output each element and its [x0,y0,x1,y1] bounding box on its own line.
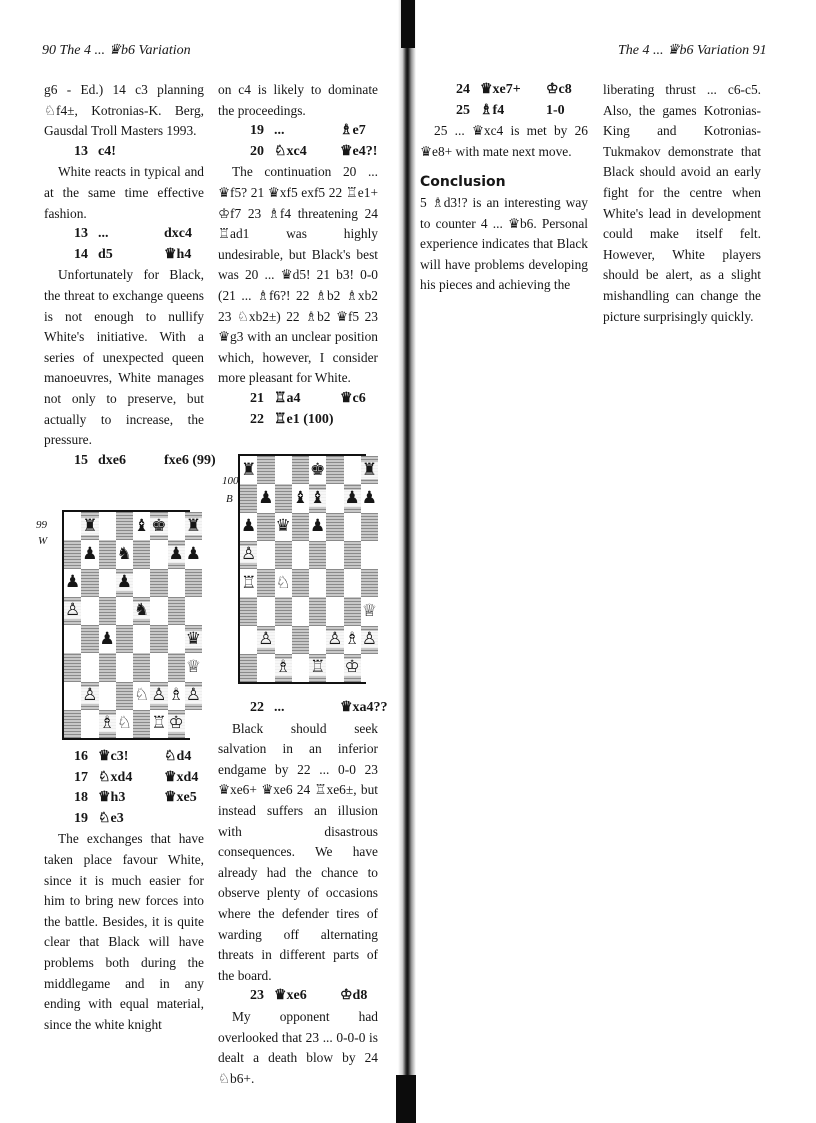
black-move: ♛xe5 [164,790,197,806]
chess-piece-icon: ♔ [344,657,360,678]
board-square [81,653,98,681]
board-square [309,597,326,625]
chess-piece-icon: ♙ [361,629,377,650]
board-square [185,597,202,625]
board-square [116,682,133,710]
board-square [344,654,361,682]
board-square [64,625,81,653]
move-number: 17 [74,769,88,785]
move-line [218,698,388,719]
right-column-1 [420,80,588,296]
board-square [361,484,378,512]
chess-piece-icon: ♝ [292,487,308,508]
white-move: d5 [98,246,113,262]
paragraph: 5 ♗d3!? is an interesting way to counter 4 ... ♛b6. Personal experience indicates that Black will have problems developing his pieces and achieving the [420,194,588,293]
board-square [275,569,292,597]
move-number: 14 [74,246,88,262]
board-square [64,540,81,568]
board-square [292,541,309,569]
board-square [275,626,292,654]
paragraph: The continuation 20 ... ♛f5? 21 ♛xf5 exf5 22 ♖e1+ ♔f7 23 ♗f4 threatening 24 ♖ad1 was highly undesirable, but Black's best was 20 ... ♛d5! 21 b3! 0-0 (21 ... ♗f6?! 22 ♗b2 ♗xb2 23 ♘xb2±) 22 ♗b2 ♛f5 23 ♛g3 with an unclear position which, however, I consider more pleasant for White. [218,164,378,386]
white-move: ♘e3 [98,810,124,826]
board-square [168,597,185,625]
board-square [326,541,343,569]
white-move: ♛xe6 [274,988,307,1004]
move-number: 22 [250,411,264,427]
board-square [133,540,150,568]
board-square [275,456,292,484]
move-line [218,389,378,410]
move-line [44,768,204,789]
chess-piece-icon: ♙ [151,685,167,706]
paragraph: on c4 is likely to dominate the proceedings. [218,82,378,118]
white-move: ♖e1 (100) [274,411,334,427]
board-square [150,625,167,653]
white-move: ♗f4 [480,102,505,118]
board-square [133,682,150,710]
board-square [99,540,116,568]
move-line [218,410,378,431]
board-square [309,484,326,512]
board-square [309,541,326,569]
board-square [168,512,185,540]
chess-piece-icon: ♖ [241,572,257,593]
white-move: ♛h3 [98,790,126,806]
book-spine [398,0,416,1123]
chess-piece-icon: ♙ [327,629,343,650]
board-square [116,597,133,625]
diagram-side-to-move: W [38,535,48,547]
left-column-1-bottom [44,747,204,1035]
black-move: dxc4 [164,226,192,242]
black-move: ♛xd4 [164,769,199,785]
board-square [292,569,309,597]
book-spine-shadow-bottom [396,1075,416,1123]
chess-piece-icon: ♗ [168,685,184,706]
board-square [361,597,378,625]
chess-piece-icon: ♜ [185,515,201,536]
diagram-number: 99 [36,519,47,531]
chess-piece-icon: ♙ [82,685,98,706]
board-square [81,597,98,625]
chess-piece-icon: ♙ [65,600,81,621]
board-square [292,484,309,512]
move-line [44,451,216,472]
white-move: ... [274,123,285,139]
board-square [361,654,378,682]
move-line [44,809,204,830]
chess-piece-icon: ♕ [361,600,377,621]
move-number: 19 [250,123,264,139]
move-number: 16 [74,749,88,764]
board-square [309,513,326,541]
chess-piece-icon: ♜ [361,459,377,480]
chess-piece-icon: ♝ [310,487,326,508]
right-running-header: The 4 ... ♛b6 Variation 91 [618,43,767,58]
move-number: 22 [250,700,264,715]
board-square [275,654,292,682]
board-square [168,540,185,568]
chess-piece-icon: ♘ [275,572,291,593]
board-square [133,710,150,738]
chess-piece-icon: ♙ [258,629,274,650]
board-square [64,512,81,540]
black-move: 1-0 [546,102,565,118]
board-square [344,597,361,625]
move-number: 15 [74,452,88,468]
chess-piece-icon: ♖ [310,657,326,678]
board-square [150,653,167,681]
chess-piece-icon: ♞ [134,600,150,621]
board-square [150,710,167,738]
board-square [116,653,133,681]
chess-piece-icon: ♘ [134,685,150,706]
chess-piece-icon: ♛ [275,516,291,537]
board-square [257,597,274,625]
paragraph: Black should seek salvation in an inferior endgame by 22 ... 0-0 23 ♛xe6+ ♛xe6 24 ♖xe6±, but instead suffers an illusion with disastrous consequences. We have already had the chance to observe plenty of occasions where the defender tires of warding off alternating threats in different parts of the board. [218,720,378,983]
move-number: 25 [456,102,470,118]
move-line [44,788,204,809]
board-square [99,625,116,653]
move-number: 13 [74,143,88,159]
board-square [257,456,274,484]
board-square [133,597,150,625]
paragraph: 25 ... ♛xc4 is met by 26 ♛e8+ with mate next move. [420,123,588,159]
board-square [81,710,98,738]
black-move: ♛h4 [164,246,192,262]
left-column-2-bottom [218,698,388,1089]
board-square [361,456,378,484]
move-number: 13 [74,226,88,242]
board-square [64,653,81,681]
chess-piece-icon: ♗ [99,713,115,734]
board-square [326,484,343,512]
board-square [344,513,361,541]
board-square [168,625,185,653]
section-heading: Conclusion [420,174,506,191]
chess-piece-icon: ♚ [151,515,167,536]
board-square [185,710,202,738]
paragraph: g6 - Ed.) 14 c3 planning ♘f4±, Kotronias-K. Berg, Gausdal Troll Masters 1993. [44,82,204,139]
board-square [275,541,292,569]
white-move: ♘xd4 [98,769,133,785]
board-square [292,513,309,541]
black-move: ♔c8 [546,82,572,97]
board-square [326,569,343,597]
paragraph: liberating thrust ... c6-c5. Also, the games Kotronias-King and Kotronias-Tukmakov demonstrate that Black should avoid an early fight for the centre when White's lead in development could make itself felt. However, White players should be alert, as a slight mishandling can change the picture surprisingly quickly. [603,82,761,324]
move-line [44,245,204,266]
board-square [64,569,81,597]
board-square [344,541,361,569]
board-square [240,513,257,541]
board-square [344,626,361,654]
move-number: 20 [250,143,264,159]
board-square [361,513,378,541]
move-number: 19 [74,810,88,826]
move-line [420,101,588,122]
board-square [361,541,378,569]
board-square [99,682,116,710]
board-square [292,597,309,625]
board-square [81,625,98,653]
board-square [326,513,343,541]
board-square [240,541,257,569]
board-square [326,626,343,654]
board-square [133,625,150,653]
white-move: c4! [98,143,116,159]
board-square [240,569,257,597]
board-square [116,512,133,540]
board-square [150,540,167,568]
board-square [240,456,257,484]
board-square [275,513,292,541]
chess-piece-icon: ♟ [310,516,326,537]
board-square [150,682,167,710]
chess-piece-icon: ♕ [185,656,201,677]
chess-piece-icon: ♟ [361,487,377,508]
white-move: ... [274,700,285,715]
board-square [344,456,361,484]
board-square [275,484,292,512]
board-square [150,569,167,597]
left-column-2-top [218,80,378,430]
black-move: fxe6 (99) [164,452,216,468]
board-square [116,710,133,738]
board-square [361,626,378,654]
board-square [326,597,343,625]
move-number: 21 [250,390,264,406]
chess-piece-icon: ♚ [310,459,326,480]
board-square [240,597,257,625]
chess-piece-icon: ♟ [65,572,81,593]
board-square [257,626,274,654]
paragraph: The exchanges that have taken place favour White, since it is much easier for him to bring new forces into the battle. Besides, it is quite clear that Black will have problems both during the middlegame and in any ending with equal material, since the white knight [44,831,204,1032]
board-square [168,569,185,597]
board-square [81,512,98,540]
board-square [185,682,202,710]
chess-piece-icon: ♟ [344,487,360,508]
black-move: ♛xa4?? [340,700,388,715]
chess-piece-icon: ♜ [241,459,257,480]
chess-piece-icon: ♙ [185,685,201,706]
board-square [257,654,274,682]
board-square [344,569,361,597]
board-square [150,597,167,625]
move-line [44,747,204,768]
chess-piece-icon: ♟ [116,572,132,593]
white-move: ♛xe7+ [480,82,521,97]
left-column-1-top [44,80,216,471]
chess-piece-icon: ♟ [241,516,257,537]
diagram-side-to-move: B [226,493,233,505]
board-square [309,654,326,682]
board-square [64,710,81,738]
diagram-number: 100 [222,475,239,487]
move-line [420,80,588,101]
move-line [218,121,378,142]
board-square [275,597,292,625]
move-number: 18 [74,790,88,806]
board-square [185,540,202,568]
board-square [185,512,202,540]
board-square [116,625,133,653]
board-square [133,569,150,597]
paragraph: Unfortunately for Black, the threat to exchange queens is not enough to nullify White's initiative. With a series of unexpected queen manoeuvres, White manages not only to preserve, but actually to increase, the pressure. [44,267,204,448]
board-square [240,626,257,654]
paragraph: My opponent had overlooked that 23 ... 0-0-0 is dealt a death blow by 24 ♘b6+. [218,1008,378,1086]
chessboard [62,510,201,740]
board-square [81,569,98,597]
board-square [150,512,167,540]
black-move: ♛e4?! [340,143,378,159]
black-move: ♛c6 [340,390,366,406]
board-square [292,654,309,682]
black-move: ♘d4 [164,749,192,764]
chess-piece-icon: ♙ [241,544,257,565]
book-spine-shadow-top [401,0,415,48]
board-square [99,710,116,738]
board-square [240,484,257,512]
board-square [133,512,150,540]
board-square [326,654,343,682]
paragraph: White reacts in typical and at the same time effective fashion. [44,164,204,221]
black-move: ♔d8 [340,988,368,1004]
chess-piece-icon: ♘ [116,713,132,734]
board-square [292,456,309,484]
board-square [309,569,326,597]
chess-piece-icon: ♜ [82,515,98,536]
board-square [257,541,274,569]
board-square [116,540,133,568]
move-number: 24 [456,82,470,97]
left-running-header: 90 The 4 ... ♛b6 Variation [42,43,191,58]
board-square [292,626,309,654]
chess-piece-icon: ♗ [275,657,291,678]
board-square [99,597,116,625]
board-square [116,569,133,597]
board-square [168,682,185,710]
chess-piece-icon: ♔ [168,713,184,734]
board-square [185,625,202,653]
chess-piece-icon: ♞ [116,543,132,564]
chess-piece-icon: ♗ [344,629,360,650]
board-square [64,597,81,625]
black-move: ♗e7 [340,123,366,139]
board-square [133,653,150,681]
board-square [309,626,326,654]
chess-piece-icon: ♟ [168,543,184,564]
chessboard [238,454,377,684]
board-square [344,484,361,512]
chess-piece-icon: ♟ [258,487,274,508]
board-square [99,569,116,597]
chess-piece-icon: ♝ [134,515,150,536]
board-square [309,456,326,484]
board-square [257,484,274,512]
board-square [99,653,116,681]
chess-piece-icon: ♟ [99,628,115,649]
white-move: dxe6 [98,452,126,468]
board-square [168,653,185,681]
board-square [257,513,274,541]
white-move: ♛c3! [98,749,129,764]
chess-piece-icon: ♖ [151,713,167,734]
chess-piece-icon: ♛ [185,628,201,649]
board-square [361,569,378,597]
chess-piece-icon: ♟ [82,543,98,564]
board-square [185,653,202,681]
board-square [81,540,98,568]
board-square [185,569,202,597]
right-column-2 [603,80,761,327]
board-square [257,569,274,597]
move-line [44,224,204,245]
move-line [218,142,378,163]
board-square [240,654,257,682]
white-move: ♖a4 [274,390,301,406]
board-square [168,710,185,738]
move-number: 23 [250,988,264,1004]
board-square [81,682,98,710]
board-square [99,512,116,540]
chess-piece-icon: ♟ [185,543,201,564]
move-line [44,142,204,163]
white-move: ... [98,226,109,242]
move-line [218,986,378,1007]
board-square [326,456,343,484]
board-square [64,682,81,710]
white-move: ♘xc4 [274,143,307,159]
